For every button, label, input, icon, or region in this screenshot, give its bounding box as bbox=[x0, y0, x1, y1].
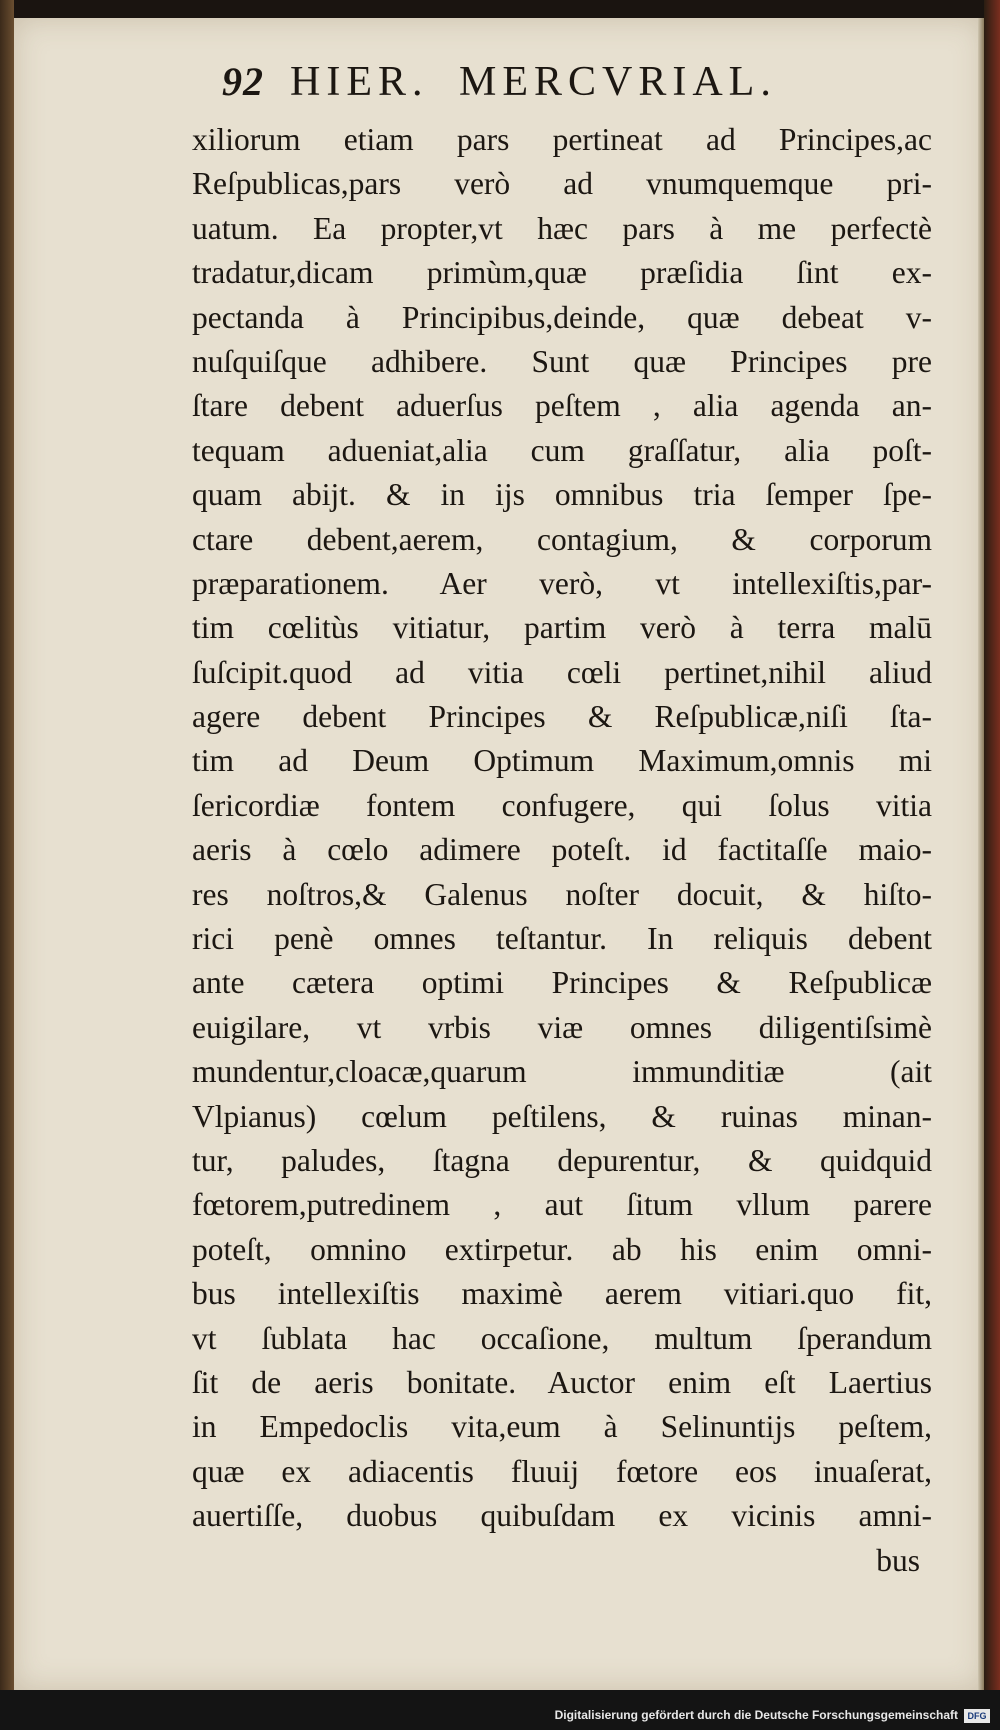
text-line: ſericordiæ fontem confugere, qui ſolus vitia bbox=[192, 787, 932, 823]
footer-bar bbox=[0, 1690, 1000, 1730]
text-line: vt ſublata hac occaſione, multum ſperandum bbox=[192, 1320, 932, 1356]
running-head: HIER. MERCVRIAL. bbox=[290, 59, 777, 105]
text-line: aeris à cœlo adimere poteſt. id factitaſſe maio- bbox=[192, 832, 932, 868]
text-line: ctare debent,aerem, contagium, & corporum bbox=[192, 521, 932, 557]
catchword: bus bbox=[876, 1542, 920, 1578]
dfg-logo: DFG bbox=[964, 1709, 990, 1723]
text-line: tradatur,dicam primùm,quæ præſidia ſint ex- bbox=[192, 255, 932, 291]
text-line: ante cætera optimi Principes & Reſpublicæ bbox=[192, 965, 932, 1001]
text-line: ſtare debent aduerſus peſtem , alia agenda an- bbox=[192, 388, 932, 424]
text-line: xiliorum etiam pars pertineat ad Principes,ac bbox=[192, 122, 932, 157]
text-line: nuſquiſque adhibere. Sunt quæ Principes pre bbox=[192, 343, 932, 379]
text-line: res noſtros,& Galenus noſter docuit, & hiſto- bbox=[192, 876, 932, 912]
book-cover-edge bbox=[984, 0, 1000, 1730]
text-line: ſuſcipit.quod ad vitia cœli pertinet,nihil aliud bbox=[192, 654, 932, 690]
text-line: tequam adueniat,alia cum graſſatur, alia poſt- bbox=[192, 432, 932, 468]
digitization-credit: Digitalisierung gefördert durch die Deutsche Forschungsgemeinschaft bbox=[554, 1708, 958, 1722]
text-line: tim cœlitùs vitiatur, partim verò à terra malū bbox=[192, 610, 932, 646]
text-line: fœtorem,putredinem , aut ſitum vllum parere bbox=[192, 1187, 932, 1223]
text-line: agere debent Principes & Reſpublicæ,niſi ſta- bbox=[192, 699, 932, 735]
book-spine-edge bbox=[0, 0, 14, 1730]
text-line: in Empedoclis vita,eum à Selinuntijs peſtem, bbox=[192, 1409, 932, 1445]
body-text bbox=[192, 118, 932, 1583]
text-line: mundentur,cloacæ,quarum immunditiæ (ait bbox=[192, 1054, 932, 1090]
text-line: bus intellexiſtis maximè aerem vitiari.quo fit, bbox=[192, 1276, 932, 1312]
text-line: præparationem. Aer verò, vt intellexiſtis,par- bbox=[192, 565, 932, 601]
text-line: Vlpianus) cœlum peſtilens, & ruinas minan- bbox=[192, 1098, 932, 1134]
text-line: auertiſſe, duobus quibuſdam ex vicinis amni- bbox=[192, 1498, 932, 1534]
text-line: pectanda à Principibus,deinde, quæ debeat v- bbox=[192, 299, 932, 335]
page-number: 92 bbox=[222, 59, 264, 104]
text-line: rici penè omnes teſtantur. In reliquis debent bbox=[192, 921, 932, 957]
text-line: poteſt, omnino extirpetur. ab his enim omni- bbox=[192, 1231, 932, 1267]
text-line: tur, paludes, ſtagna depurentur, & quidquid bbox=[192, 1142, 932, 1178]
text-line: uatum. Ea propter,vt hæc pars à me perfectè bbox=[192, 210, 932, 246]
text-line: quæ ex adiacentis fluuij fœtore eos inuaſerat, bbox=[192, 1453, 932, 1489]
text-line: quam abijt. & in ijs omnibus tria ſemper ſpe- bbox=[192, 477, 932, 513]
page-header bbox=[222, 58, 777, 118]
text-line: ſit de aeris bonitate. Auctor enim eſt Laertius bbox=[192, 1364, 932, 1400]
text-line: tim ad Deum Optimum Maximum,omnis mi bbox=[192, 743, 932, 779]
text-line: Reſpublicas,pars verò ad vnumquemque pri- bbox=[192, 166, 932, 202]
text-line: euigilare, vt vrbis viæ omnes diligentiſsimè bbox=[192, 1009, 932, 1045]
